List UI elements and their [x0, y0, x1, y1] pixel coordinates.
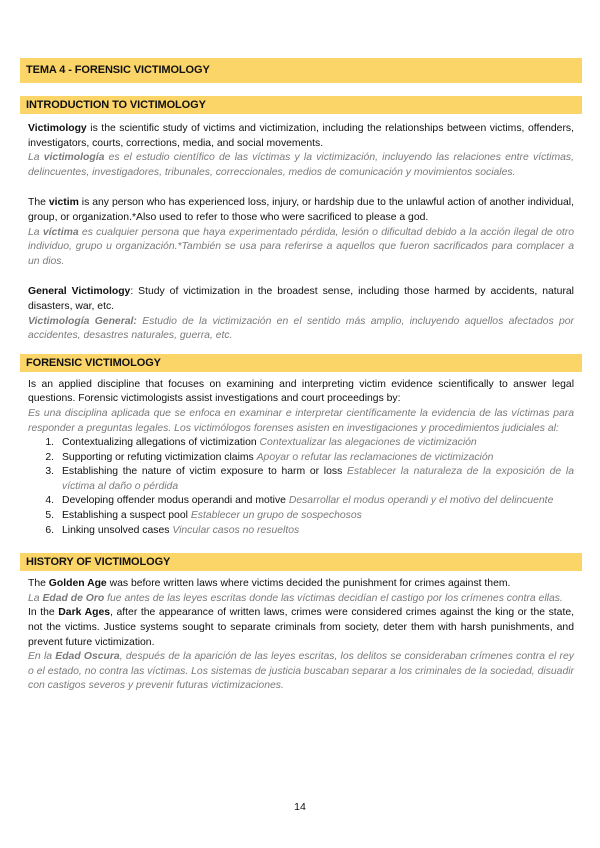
term-victimologia-general: Victimología General:: [28, 315, 137, 327]
paragraph-dark-ages-en: In the Dark Ages, after the appearance of written laws, crimes were considered crimes against the king or the state, not the victims. Justice systems sought to separate criminals from society, deter them with harsh punishments, and prevent future victimization.: [28, 607, 575, 648]
list-item: 1. Contextualizing allegations of victimization Contextualizar las alegaciones de victimización: [45, 437, 477, 449]
term-dark-ages: Dark Ages: [58, 607, 111, 619]
paragraph-forensic-es: Es una disciplina aplicada que se enfoca en examinar e interpretar científicamente la evidencia de las víctimas para responder a preguntas legales. Los victimólogos forenses asisten en investigaciones y procedimientos judiciales al:: [28, 407, 574, 434]
list-item: 3. Establishing the nature of victim exposure to harm or loss Establecer la naturaleza de la exposición de la víctima al daño o pérdida: [45, 466, 574, 492]
section-heading-introduction: INTRODUCTION TO VICTIMOLOGY: [20, 96, 582, 114]
section-heading-history: HISTORY OF VICTIMOLOGY: [20, 553, 582, 571]
list-item: 5. Establishing a suspect pool Establecer un grupo de sospechosos: [45, 510, 362, 522]
term-victimology: Victimology: [28, 123, 87, 134]
section-heading-forensic: FORENSIC VICTIMOLOGY: [20, 354, 582, 372]
term-edad-de-oro: Edad de Oro: [42, 592, 105, 604]
term-victima: víctima: [42, 226, 79, 238]
paragraph-forensic-en: Is an applied discipline that focuses on examining and interpreting victim evidence scientifically to answer legal questions. Forensic victimologists assist investigations and court proceedings by:: [28, 378, 574, 405]
paragraph-victim-es: La víctima es cualquier persona que haya experimentado pérdida, lesión o dificultad debido a la acción ilegal de otro individuo, grupo u organización.*También se usa para referirse a aquellos que fueron sacrificados para complacer a un dios.: [28, 226, 574, 267]
paragraph-general-victimology-en: General Victimology: Study of victimization in the broadest sense, including those harmed by accidents, natural disasters, war, etc.: [28, 286, 574, 312]
list-item: 4. Developing offender modus operandi and motive Desarrollar el modus operandi y el motivo del delincuente: [45, 495, 554, 507]
chapter-title: TEMA 4 - FORENSIC VICTIMOLOGY: [20, 58, 582, 83]
paragraph-dark-ages-es: En la Edad Oscura, después de la aparición de las leyes escritas, los delitos se consideraban crímenes contra el rey o el estado, no contra las víctimas. Los sistemas de justicia buscaban separar a los criminales de la sociedad, disuadir con castigos severos y prevenir futuras victimizaciones.: [28, 651, 574, 692]
paragraph-victimology-es: La victimología es el estudio científico de las víctimas y la victimización, incluyendo las relaciones entre víctimas, delincuentes, investigadores, tribunales, correccionales, medios de comunicación y movimientos sociales.: [28, 152, 574, 178]
term-edad-oscura: Edad Oscura: [55, 651, 120, 663]
paragraph-general-victimology-es: Victimología General: Estudio de la victimización en el sentido más amplio, incluyendo aquellos afectados por accidentes, desastres naturales, guerra, etc.: [28, 315, 574, 342]
term-victimologia: victimología: [43, 152, 105, 164]
page-number: 14: [294, 801, 306, 813]
paragraph-victimology-en: Victimology is the scientific study of victims and victimization, including the relationships between victims, offenders, investigators, courts, corrections, media, and social movements.: [28, 123, 574, 149]
list-item: 2. Supporting or refuting victimization claims Apoyar o refutar las reclamaciones de victimización: [45, 451, 494, 463]
forensic-tasks-list: [20, 436, 582, 538]
list-item: 6. Linking unsolved cases Vincular casos no resueltos: [45, 524, 300, 536]
term-victim: victim: [48, 197, 79, 209]
term-golden-age: Golden Age: [48, 578, 107, 590]
term-general-victimology: General Victimology: [28, 286, 131, 298]
paragraph-golden-age-es: La Edad de Oro fue antes de las leyes escritas donde las víctimas decidían el castigo por los crímenes contra ellas.: [28, 592, 563, 604]
document-page: [20, 58, 582, 694]
paragraph-victim-en: The victim is any person who has experienced loss, injury, or hardship due to the unlawful action of another individual, group, or organization.*Also used to refer to those who were sacrificed to please a god.: [28, 197, 574, 223]
paragraph-golden-age-en: The Golden Age was before written laws where victims decided the punishment for crimes against them.: [28, 578, 511, 590]
